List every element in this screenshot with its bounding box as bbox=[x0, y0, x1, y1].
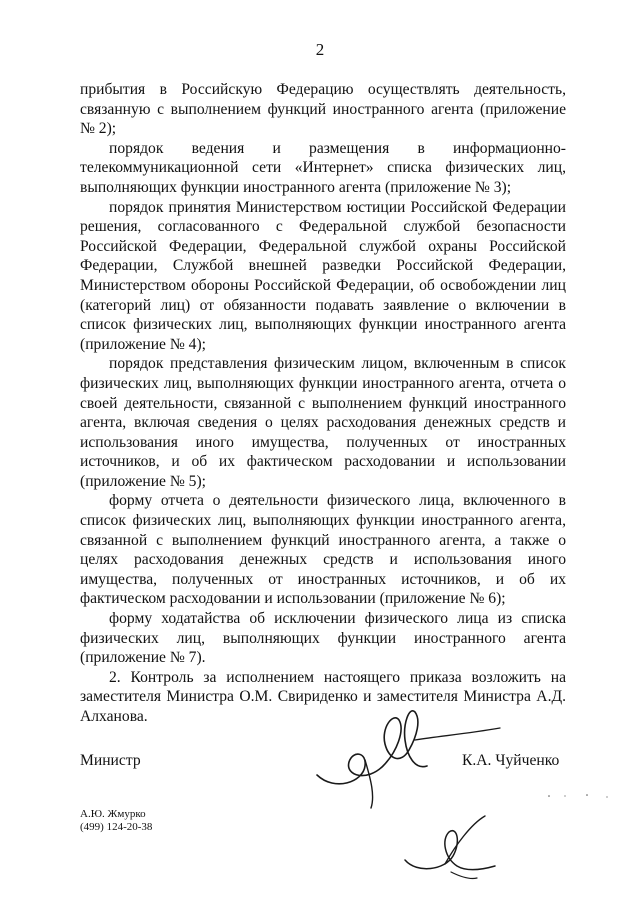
signatory-title: Министр bbox=[80, 752, 141, 769]
executor-contact bbox=[80, 808, 152, 834]
page-number: 2 bbox=[315, 40, 325, 59]
paragraph-continuation: прибытия в Российскую Федерацию осуществлять деятельность, связанную с выполнением функций иностранного агента (приложение № 2); bbox=[80, 81, 566, 138]
initials-signature bbox=[395, 808, 505, 888]
paragraph-appendix-7: форму ходатайства об исключении физического лица из списка физических лиц, выполняющих функции иностранного агента (приложение № 7). bbox=[80, 610, 566, 667]
paragraph-appendix-3: порядок ведения и размещения в информационно-телекоммуникационной сети «Интернет» списка физических лиц, выполняющих функции иностранного агента (приложение № 3); bbox=[80, 139, 566, 196]
signatory-name: К.А. Чуйченко bbox=[462, 752, 560, 769]
scan-specks bbox=[545, 793, 615, 799]
executor-name: А.Ю. Жмурко bbox=[80, 808, 146, 820]
document-body bbox=[80, 80, 566, 727]
paragraph-appendix-6: форму отчета о деятельности физического лица, включенного в список физических лиц, выполняющих функции иностранного агента, связанной с выполнением функций иностранного агента, а также о целях расходования денежных средств и использования иного имущества, полученных от иностранных источников, и об их фактическом расходовании и использовании (приложение № 6); bbox=[80, 492, 566, 608]
paragraph-control: 2. Контроль за исполнением настоящего приказа возложить на заместителя Министра О.М. Свириденко и заместителя Министра А.Д. Алханова. bbox=[80, 668, 566, 725]
executor-phone: (499) 124-20-38 bbox=[80, 821, 153, 833]
paragraph-appendix-5: порядок представления физическим лицом, включенным в список физических лиц, выполняющих функции иностранного агента, отчета о своей деятельности, связанной с выполнением функций иностранного агента, включая сведения о целях расходования денежных средств и использования иного имущества, полученных от иностранных источников, и об их фактическом расходовании и использовании (приложение № 5); bbox=[80, 355, 566, 490]
paragraph-appendix-4: порядок принятия Министерством юстиции Российской Федерации решения, согласованного с Федеральной службой безопасности Российской Федерации, Федеральной службой охраны Российской Федерации, Службой внешней разведки Российской Федерации, Министерством обороны Российской Федерации, об освобождении лиц (категорий лиц) от обязанности подавать заявление о включении в список физических лиц, выполняющих функции иностранного агента (приложение № 4); bbox=[80, 198, 566, 353]
